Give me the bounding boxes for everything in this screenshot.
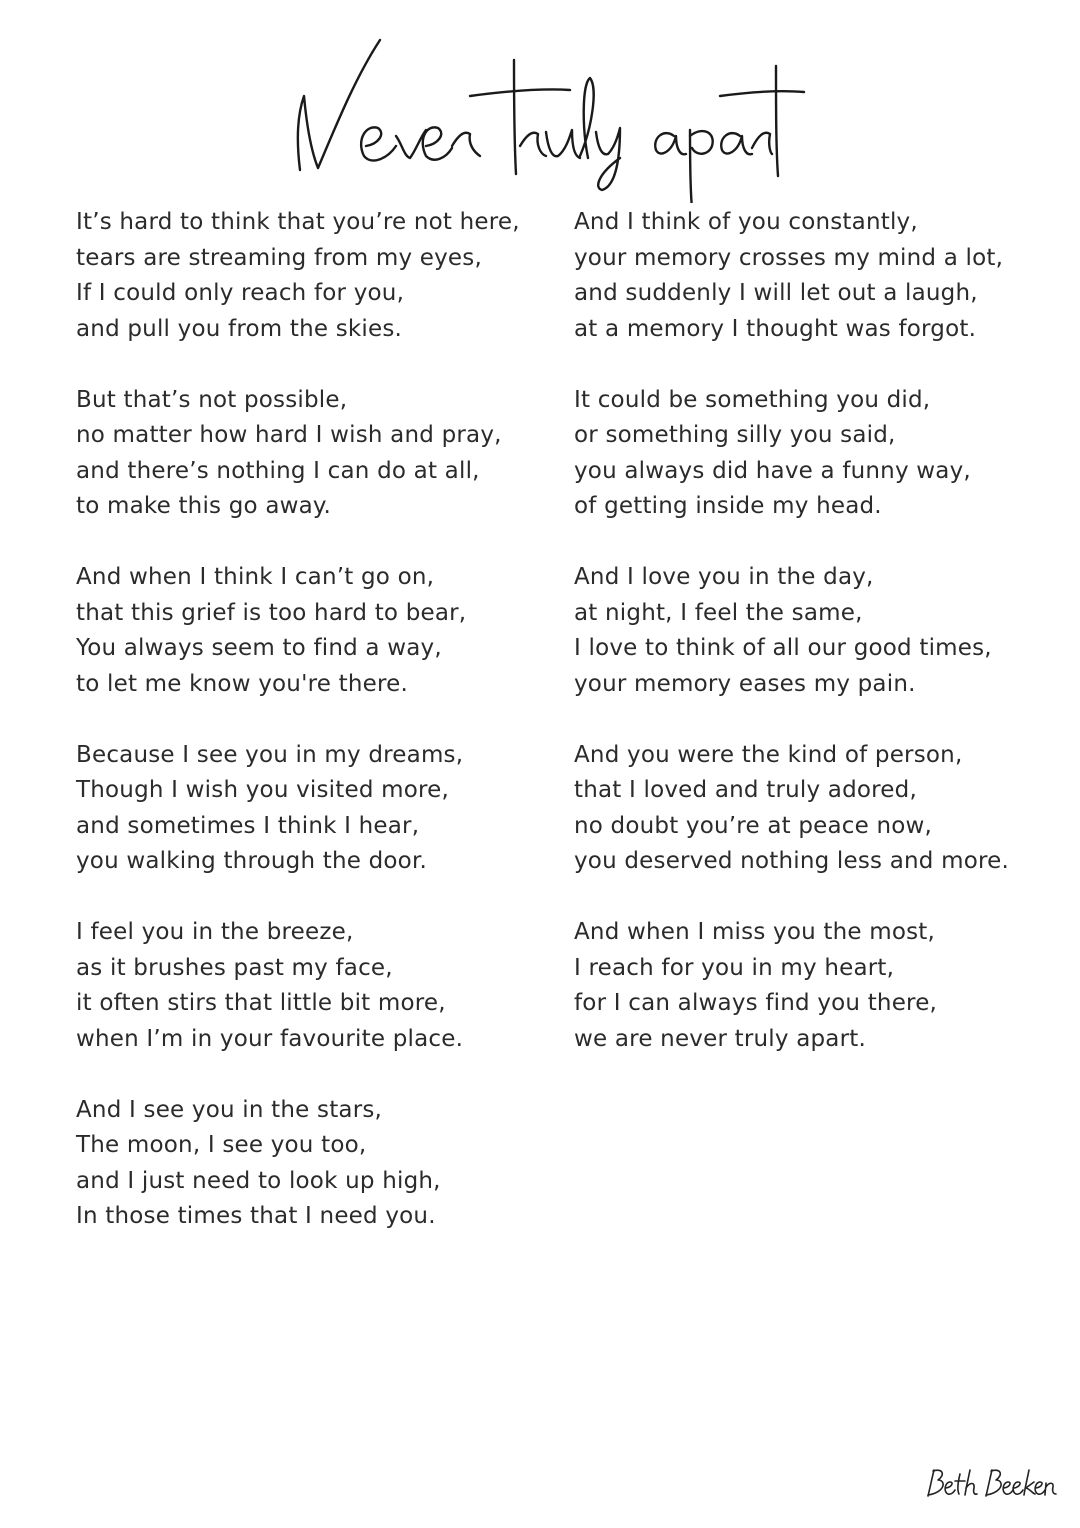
poem-line: at a memory I thought was forgot. xyxy=(574,315,977,342)
poem-line: at night, I feel the same, xyxy=(574,599,863,626)
poem-line: no doubt you’re at peace now, xyxy=(574,812,933,839)
poem-line: And when I think I can’t go on, xyxy=(76,564,435,590)
poem-line: And when I miss you the most, xyxy=(574,919,936,945)
poem-title-script xyxy=(0,18,1080,203)
poem-line: when I’m in your favourite place. xyxy=(76,1025,464,1052)
poem-line: I love to think of all our good times, xyxy=(574,635,992,661)
poem-line: as it brushes past my face, xyxy=(76,954,393,981)
poem-line: and pull you from the skies. xyxy=(76,315,403,342)
poem-line: I feel you in the breeze, xyxy=(76,919,354,945)
poem-line: You always seem to find a way, xyxy=(76,635,442,661)
stanza xyxy=(76,383,546,525)
signature-script xyxy=(900,1462,1060,1502)
poem-line: we are never truly apart. xyxy=(574,1025,866,1052)
poem-line: your memory crosses my mind a lot, xyxy=(574,244,1004,271)
poem-column-right xyxy=(574,205,1054,1093)
poem-line: Because I see you in my dreams, xyxy=(76,741,464,768)
stanza xyxy=(76,205,546,347)
poem-line: and I just need to look up high, xyxy=(76,1167,441,1194)
poem-line: it often stirs that little bit more, xyxy=(76,990,446,1016)
stanza xyxy=(76,738,546,880)
poem-line: Though I wish you visited more, xyxy=(76,777,450,803)
poem-line: and there’s nothing I can do at all, xyxy=(76,457,480,484)
stanza xyxy=(76,560,546,702)
stanza xyxy=(574,205,1054,347)
stanza xyxy=(574,738,1054,880)
poem-line: In those times that I need you. xyxy=(76,1203,436,1229)
poem-line: And I think of you constantly, xyxy=(574,209,918,235)
poem-line: And I see you in the stars, xyxy=(76,1096,383,1123)
poem-line: you always did have a funny way, xyxy=(574,457,971,484)
poem-line: your memory eases my pain. xyxy=(574,670,916,697)
poem-title xyxy=(0,18,1080,203)
poem-line: And you were the kind of person, xyxy=(574,741,963,768)
poem-line: The moon, I see you too, xyxy=(76,1132,367,1158)
poem-line: tears are streaming from my eyes, xyxy=(76,244,482,271)
poem-line: to let me know you're there. xyxy=(76,670,408,697)
poem-line: that I loved and truly adored, xyxy=(574,777,917,803)
poem-line: you deserved nothing less and more. xyxy=(574,848,1009,874)
poem-line: And I love you in the day, xyxy=(574,564,874,590)
stanza xyxy=(574,915,1054,1057)
author-signature xyxy=(900,1462,1060,1502)
poem-line: to make this go away. xyxy=(76,493,331,519)
poem-line: for I can always find you there, xyxy=(574,990,938,1016)
poem-line: and sometimes I think I hear, xyxy=(76,812,420,839)
poem-line: and suddenly I will let out a laugh, xyxy=(574,280,978,306)
poem-column-left xyxy=(76,205,546,1270)
stanza xyxy=(76,1093,546,1235)
poem-line: It’s hard to think that you’re not here, xyxy=(76,209,520,235)
poem-line: no matter how hard I wish and pray, xyxy=(76,422,502,448)
poem-line: I reach for you in my heart, xyxy=(574,954,895,981)
poem-line: But that’s not possible, xyxy=(76,386,348,413)
stanza xyxy=(574,560,1054,702)
stanza xyxy=(76,915,546,1057)
poem-line: If I could only reach for you, xyxy=(76,280,405,306)
stanza xyxy=(574,383,1054,525)
poem-line: of getting inside my head. xyxy=(574,493,882,519)
poem-line: you walking through the door. xyxy=(76,848,428,874)
poem-line: or something silly you said, xyxy=(574,422,896,448)
poem-line: It could be something you did, xyxy=(574,386,931,413)
poem-line: that this grief is too hard to bear, xyxy=(76,599,467,626)
